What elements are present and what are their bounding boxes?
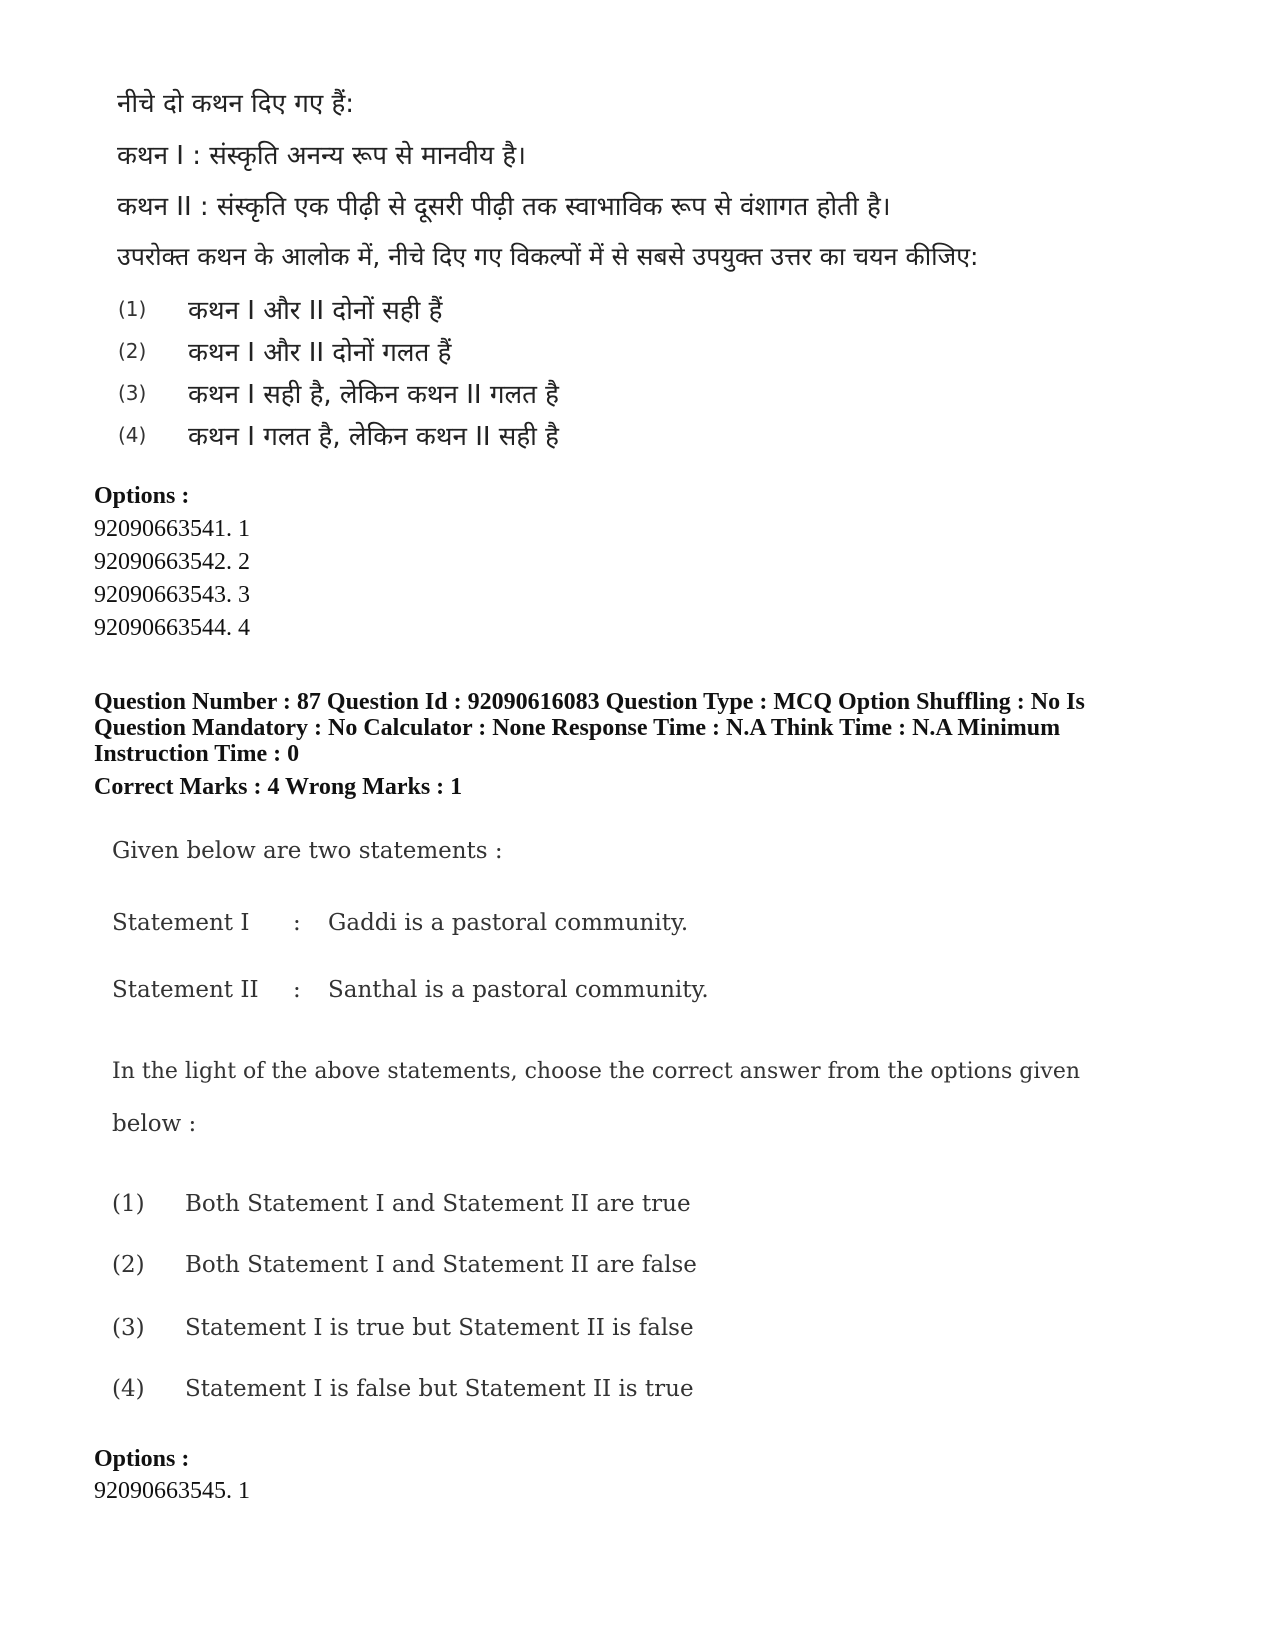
question-marks: Correct Marks : 4 Wrong Marks : 1 [94, 774, 463, 800]
statement-2-text: Santhal is a pastoral community. [328, 977, 709, 1003]
statement-1-colon: : [293, 910, 301, 936]
option-item: 92090663545. 1 [94, 1478, 250, 1504]
hindi-choice-number: (3) [118, 381, 147, 405]
hindi-choice-text: कथन I गलत है, लेकिन कथन II सही है [188, 422, 559, 452]
hindi-intro: नीचे दो कथन दिए गए हैं: [117, 89, 355, 119]
english-choice-number: (1) [112, 1191, 145, 1217]
hindi-choice-text: कथन I और II दोनों सही हैं [188, 296, 443, 326]
question-meta-line: Question Mandatory : No Calculator : None Response Time : N.A Think Time : N.A Minimum [94, 715, 1061, 741]
option-item: 92090663541. 1 [94, 516, 250, 542]
english-choice-text: Both Statement I and Statement II are false [185, 1252, 697, 1278]
option-item: 92090663542. 2 [94, 549, 250, 575]
hindi-choice-number: (4) [118, 423, 147, 447]
english-instruction: In the light of the above statements, choose the correct answer from the options given [112, 1059, 1081, 1084]
english-intro: Given below are two statements : [112, 838, 503, 864]
question-meta-line: Question Number : 87 Question Id : 92090616083 Question Type : MCQ Option Shuffling : No Is [94, 689, 1085, 715]
english-choice-number: (2) [112, 1252, 145, 1278]
option-item: 92090663544. 4 [94, 615, 250, 641]
options-heading: Options : [94, 1446, 190, 1472]
statement-2-colon: : [293, 977, 301, 1003]
option-item: 92090663543. 3 [94, 582, 250, 608]
english-instruction-cont: below : [112, 1111, 197, 1137]
english-choice-text: Statement I is true but Statement II is false [185, 1315, 694, 1341]
hindi-choice-text: कथन I सही है, लेकिन कथन II गलत है [188, 380, 559, 410]
hindi-statement-1: कथन I : संस्कृति अनन्य रूप से मानवीय है। [117, 141, 527, 171]
hindi-choice-number: (2) [118, 339, 147, 363]
hindi-choice-text: कथन I और II दोनों गलत हैं [188, 338, 452, 368]
english-choice-number: (4) [112, 1376, 145, 1402]
hindi-instruction: उपरोक्त कथन के आलोक में, नीचे दिए गए विकल्पों में से सबसे उपयुक्त उत्तर का चयन कीजिए: [117, 242, 979, 271]
options-heading: Options : [94, 483, 190, 509]
statement-1-text: Gaddi is a pastoral community. [328, 910, 689, 936]
statement-1-label: Statement I [112, 910, 250, 936]
english-choice-number: (3) [112, 1315, 145, 1341]
hindi-statement-2: कथन II : संस्कृति एक पीढ़ी से दूसरी पीढ़ी तक स्वाभाविक रूप से वंशागत होती है। [117, 192, 891, 222]
english-choice-text: Statement I is false but Statement II is true [185, 1376, 694, 1402]
statement-2-label: Statement II [112, 977, 259, 1003]
question-meta-line: Instruction Time : 0 [94, 741, 300, 767]
english-choice-text: Both Statement I and Statement II are true [185, 1191, 691, 1217]
hindi-choice-number: (1) [118, 297, 147, 321]
